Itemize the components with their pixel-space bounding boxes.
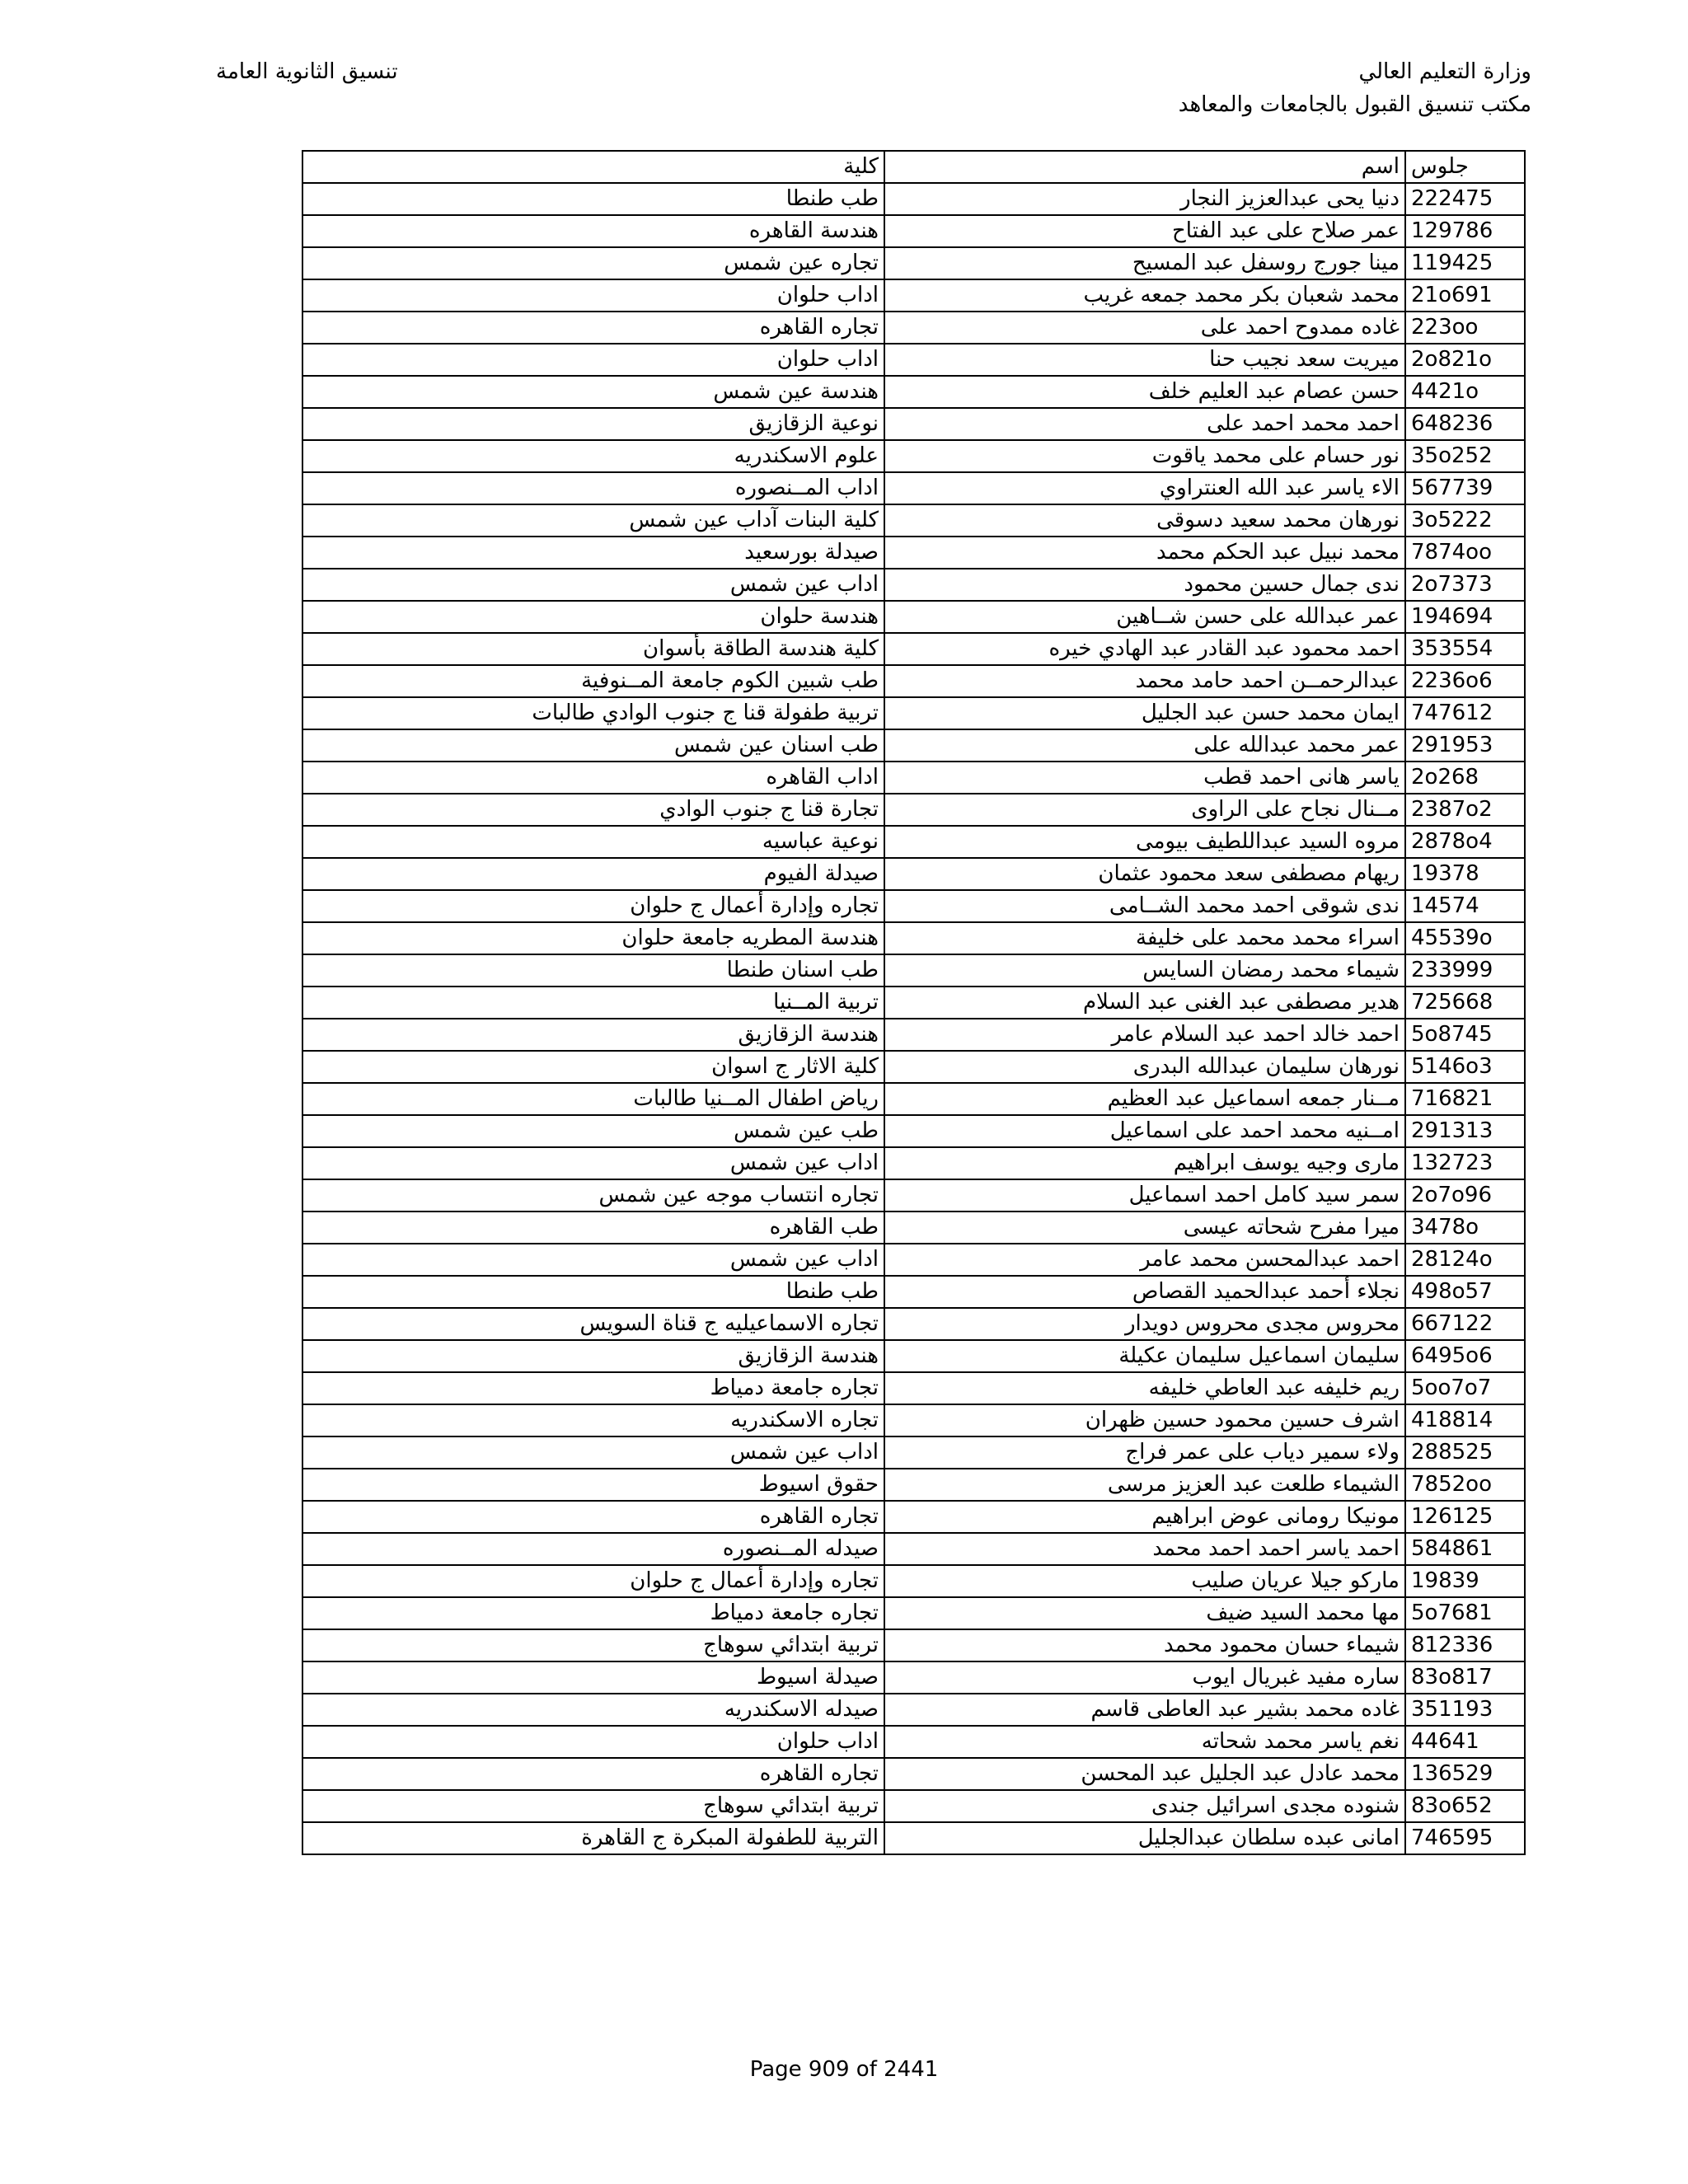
section-title: تنسيق الثانوية العامة [216, 59, 398, 84]
seat-cell: 2236o6 [1405, 665, 1525, 697]
faculty-cell: اداب المــنصوره [302, 472, 884, 504]
table-row [302, 826, 1525, 858]
table-row [302, 1694, 1525, 1726]
name-cell: غاده ممدوح احمد على [884, 312, 1405, 344]
faculty-cell: طب عين شمس [302, 1115, 884, 1147]
table-row [302, 858, 1525, 890]
faculty-cell: اداب حلوان [302, 344, 884, 376]
faculty-cell: كلية هندسة الطاقة بأسوان [302, 633, 884, 665]
table-row [302, 1212, 1525, 1244]
name-cell: مــنار جمعه اسماعيل عبد العظيم [884, 1083, 1405, 1115]
faculty-cell: صيدلة بورسعيد [302, 537, 884, 569]
faculty-cell: تجاره القاهره [302, 1501, 884, 1533]
seat-cell: 2o7373 [1405, 569, 1525, 601]
faculty-cell: تربية ابتدائي سوهاج [302, 1790, 884, 1822]
table-row [302, 569, 1525, 601]
name-cell: محمد عادل عبد الجليل عبد المحسن [884, 1758, 1405, 1790]
faculty-cell: تجاره جامعة دمياط [302, 1597, 884, 1629]
table-row [302, 376, 1525, 408]
table-row [302, 1726, 1525, 1758]
faculty-cell: اداب حلوان [302, 1726, 884, 1758]
seat-cell: 14574 [1405, 890, 1525, 922]
faculty-cell: تجاره عين شمس [302, 247, 884, 279]
name-cell: ياسر هانى احمد قطب [884, 762, 1405, 794]
faculty-cell: طب القاهره [302, 1212, 884, 1244]
table-row [302, 247, 1525, 279]
table-row [302, 1629, 1525, 1661]
seat-cell: 351193 [1405, 1694, 1525, 1726]
table-row [302, 762, 1525, 794]
faculty-cell: طب شبين الكوم جامعة المــنوفية [302, 665, 884, 697]
seat-cell: 19378 [1405, 858, 1525, 890]
seat-cell: 498o57 [1405, 1276, 1525, 1308]
seat-cell: 126125 [1405, 1501, 1525, 1533]
table-row [302, 1469, 1525, 1501]
name-cell: ماركو جيلا عريان صليب [884, 1565, 1405, 1597]
faculty-cell: هندسة المطريه جامعة حلوان [302, 922, 884, 954]
seat-cell: 2878o4 [1405, 826, 1525, 858]
name-cell: غاده محمد بشير عبد العاطى قاسم [884, 1694, 1405, 1726]
name-cell: ندى جمال حسين محمود [884, 569, 1405, 601]
column-header-name: اسم [884, 151, 1405, 183]
ministry-title: وزارة التعليم العالي [1358, 59, 1531, 84]
name-cell: امانى عبده سلطان عبدالجليل [884, 1822, 1405, 1854]
table-row [302, 1083, 1525, 1115]
name-cell: مها محمد السيد ضيف [884, 1597, 1405, 1629]
faculty-cell: اداب عين شمس [302, 1244, 884, 1276]
seat-cell: 2o7o96 [1405, 1179, 1525, 1212]
table-row [302, 1372, 1525, 1404]
table-row [302, 344, 1525, 376]
name-cell: امــنيه محمد احمد على اسماعيل [884, 1115, 1405, 1147]
name-cell: سمر سيد كامل احمد اسماعيل [884, 1179, 1405, 1212]
faculty-cell: طب اسنان عين شمس [302, 729, 884, 762]
seat-cell: 28124o [1405, 1244, 1525, 1276]
table-row [302, 954, 1525, 987]
seat-cell: 119425 [1405, 247, 1525, 279]
name-cell: شيماء محمد رمضان السايس [884, 954, 1405, 987]
name-cell: نغم ياسر محمد شحاته [884, 1726, 1405, 1758]
faculty-cell: اداب القاهره [302, 762, 884, 794]
faculty-cell: تربية ابتدائي سوهاج [302, 1629, 884, 1661]
table-row [302, 633, 1525, 665]
seat-cell: 21o691 [1405, 279, 1525, 312]
seat-cell: 353554 [1405, 633, 1525, 665]
faculty-cell: تربية المــنيا [302, 987, 884, 1019]
name-cell: مروه السيد عبداللطيف بيومى [884, 826, 1405, 858]
seat-cell: 716821 [1405, 1083, 1525, 1115]
name-cell: مارى وجيه يوسف ابراهيم [884, 1147, 1405, 1179]
faculty-cell: صيدلة الفيوم [302, 858, 884, 890]
table-row [302, 1436, 1525, 1469]
faculty-cell: هندسة الزقازيق [302, 1019, 884, 1051]
name-cell: ساره مفيد غبريال ايوب [884, 1661, 1405, 1694]
table-row [302, 601, 1525, 633]
table-row [302, 890, 1525, 922]
faculty-cell: كلية البنات آداب عين شمس [302, 504, 884, 537]
seat-cell: 288525 [1405, 1436, 1525, 1469]
seat-cell: 7852oo [1405, 1469, 1525, 1501]
name-cell: مــنال نجاح على الراوى [884, 794, 1405, 826]
seat-cell: 3o5222 [1405, 504, 1525, 537]
faculty-cell: صيدله المــنصوره [302, 1533, 884, 1565]
name-cell: مونيكا رومانى عوض ابراهيم [884, 1501, 1405, 1533]
faculty-cell: تجاره انتساب موجه عين شمس [302, 1179, 884, 1212]
faculty-cell: طب اسنان طنطا [302, 954, 884, 987]
seat-cell: 222475 [1405, 183, 1525, 215]
table-row [302, 794, 1525, 826]
faculty-cell: طب طنطا [302, 1276, 884, 1308]
table-row [302, 279, 1525, 312]
table-row [302, 440, 1525, 472]
name-cell: محروس مجدى محروس دويدار [884, 1308, 1405, 1340]
name-cell: ميريت سعد نجيب حنا [884, 344, 1405, 376]
name-cell: الشيماء طلعت عبد العزيز مرسى [884, 1469, 1405, 1501]
table-row [302, 1308, 1525, 1340]
seat-cell: 132723 [1405, 1147, 1525, 1179]
name-cell: احمد محمود عبد القادر عبد الهادي خيره [884, 633, 1405, 665]
faculty-cell: كلية الاثار ج اسوان [302, 1051, 884, 1083]
table-row [302, 1790, 1525, 1822]
faculty-cell: صيدله الاسكندريه [302, 1694, 884, 1726]
table-row [302, 1244, 1525, 1276]
seat-cell: 2387o2 [1405, 794, 1525, 826]
office-title: مكتب تنسيق القبول بالجامعات والمعاهد [1178, 92, 1531, 117]
table-row [302, 1179, 1525, 1212]
name-cell: ولاء سمير دياب على عمر فراج [884, 1436, 1405, 1469]
faculty-cell: اداب عين شمس [302, 1147, 884, 1179]
table-row [302, 729, 1525, 762]
seat-cell: 291313 [1405, 1115, 1525, 1147]
faculty-cell: تجاره الاسماعيليه ج قناة السويس [302, 1308, 884, 1340]
table-row [302, 472, 1525, 504]
table-row [302, 1758, 1525, 1790]
column-header-faculty: كلية [302, 151, 884, 183]
table-row [302, 1501, 1525, 1533]
name-cell: ريهام مصطفى سعد محمود عثمان [884, 858, 1405, 890]
seat-cell: 83o817 [1405, 1661, 1525, 1694]
table-row [302, 697, 1525, 729]
seat-cell: 194694 [1405, 601, 1525, 633]
name-cell: احمد عبدالمحسن محمد عامر [884, 1244, 1405, 1276]
faculty-cell: حقوق اسيوط [302, 1469, 884, 1501]
name-cell: اشرف حسين محمود حسين ظهران [884, 1404, 1405, 1436]
table-row [302, 665, 1525, 697]
table-row [302, 504, 1525, 537]
faculty-cell: تجاره القاهره [302, 1758, 884, 1790]
table-row [302, 1565, 1525, 1597]
table-header-row [302, 151, 1525, 183]
name-cell: شيماء حسان محمود محمد [884, 1629, 1405, 1661]
seat-cell: 35o252 [1405, 440, 1525, 472]
table-row [302, 215, 1525, 247]
name-cell: دنيا يحى عبدالعزيز النجار [884, 183, 1405, 215]
name-cell: نور حسام على محمد ياقوت [884, 440, 1405, 472]
table-row [302, 312, 1525, 344]
name-cell: احمد ياسر احمد احمد محمد [884, 1533, 1405, 1565]
table-row [302, 1019, 1525, 1051]
name-cell: عمر صلاح على عبد الفتاح [884, 215, 1405, 247]
name-cell: احمد خالد احمد عبد السلام عامر [884, 1019, 1405, 1051]
seat-cell: 567739 [1405, 472, 1525, 504]
seat-cell: 3478o [1405, 1212, 1525, 1244]
seat-cell: 5146o3 [1405, 1051, 1525, 1083]
faculty-cell: تجاره وإدارة أعمال ج حلوان [302, 890, 884, 922]
name-cell: عمر عبدالله على حسن شــاهين [884, 601, 1405, 633]
seat-cell: 5o8745 [1405, 1019, 1525, 1051]
seat-cell: 418814 [1405, 1404, 1525, 1436]
name-cell: ميرا مفرح شحاته عيسى [884, 1212, 1405, 1244]
faculty-cell: تجارة قنا ج جنوب الوادي [302, 794, 884, 826]
faculty-cell: هندسة القاهره [302, 215, 884, 247]
name-cell: هدير مصطفى عبد الغنى عبد السلام [884, 987, 1405, 1019]
seat-cell: 584861 [1405, 1533, 1525, 1565]
table-row [302, 1822, 1525, 1854]
name-cell: نورهان سليمان عبدالله البدرى [884, 1051, 1405, 1083]
name-cell: حسن عصام عبد العليم خلف [884, 376, 1405, 408]
name-cell: عمر محمد عبدالله على [884, 729, 1405, 762]
faculty-cell: هندسة حلوان [302, 601, 884, 633]
page-number: Page 909 of 2441 [749, 2057, 939, 2082]
name-cell: نورهان محمد سعيد دسوقى [884, 504, 1405, 537]
name-cell: ريم خليفه عبد العاطي خليفه [884, 1372, 1405, 1404]
seat-cell: 233999 [1405, 954, 1525, 987]
name-cell: عبدالرحمــن احمد حامد محمد [884, 665, 1405, 697]
table-row [302, 1533, 1525, 1565]
name-cell: محمد شعبان بكر محمد جمعه غريب [884, 279, 1405, 312]
faculty-cell: تربية طفولة قنا ج جنوب الوادي طالبات [302, 697, 884, 729]
faculty-cell: علوم الاسكندريه [302, 440, 884, 472]
faculty-cell: هندسة عين شمس [302, 376, 884, 408]
name-cell: سليمان اسماعيل سليمان عكيلة [884, 1340, 1405, 1372]
seat-cell: 223oo [1405, 312, 1525, 344]
name-cell: ندى شوقى احمد محمد الشــامى [884, 890, 1405, 922]
seat-cell: 19839 [1405, 1565, 1525, 1597]
column-header-seat: جلوس [1405, 151, 1525, 183]
faculty-cell: رياض اطفال المــنيا طالبات [302, 1083, 884, 1115]
name-cell: الاء ياسر عبد الله العنتراوي [884, 472, 1405, 504]
seat-cell: 4421o [1405, 376, 1525, 408]
faculty-cell: تجاره الاسكندريه [302, 1404, 884, 1436]
table-row [302, 183, 1525, 215]
faculty-cell: نوعية عباسيه [302, 826, 884, 858]
faculty-cell: اداب عين شمس [302, 569, 884, 601]
faculty-cell: هندسة الزقازيق [302, 1340, 884, 1372]
table-row [302, 922, 1525, 954]
seat-cell: 7874oo [1405, 537, 1525, 569]
seat-cell: 725668 [1405, 987, 1525, 1019]
table-row [302, 1404, 1525, 1436]
seat-cell: 6495o6 [1405, 1340, 1525, 1372]
table-row [302, 1340, 1525, 1372]
table-row [302, 1661, 1525, 1694]
faculty-cell: اداب حلوان [302, 279, 884, 312]
name-cell: احمد محمد احمد على [884, 408, 1405, 440]
seat-cell: 812336 [1405, 1629, 1525, 1661]
seat-cell: 2o268 [1405, 762, 1525, 794]
seat-cell: 648236 [1405, 408, 1525, 440]
name-cell: محمد نبيل عبد الحكم محمد [884, 537, 1405, 569]
seat-cell: 746595 [1405, 1822, 1525, 1854]
table-row [302, 1597, 1525, 1629]
faculty-cell: تجاره القاهره [302, 312, 884, 344]
table-row [302, 1147, 1525, 1179]
seat-cell: 667122 [1405, 1308, 1525, 1340]
name-cell: شنوده مجدى اسرائيل جندى [884, 1790, 1405, 1822]
seat-cell: 136529 [1405, 1758, 1525, 1790]
table-row [302, 537, 1525, 569]
name-cell: ايمان محمد حسن عبد الجليل [884, 697, 1405, 729]
seat-cell: 83o652 [1405, 1790, 1525, 1822]
table-row [302, 1276, 1525, 1308]
table-row [302, 987, 1525, 1019]
faculty-cell: نوعية الزقازيق [302, 408, 884, 440]
faculty-cell: تجاره وإدارة أعمال ج حلوان [302, 1565, 884, 1597]
seat-cell: 5oo7o7 [1405, 1372, 1525, 1404]
faculty-cell: صيدلة اسيوط [302, 1661, 884, 1694]
table-row [302, 408, 1525, 440]
name-cell: اسراء محمد محمد على خليفة [884, 922, 1405, 954]
table-row [302, 1051, 1525, 1083]
table-row [302, 1115, 1525, 1147]
faculty-cell: تجاره جامعة دمياط [302, 1372, 884, 1404]
seat-cell: 291953 [1405, 729, 1525, 762]
seat-cell: 5o7681 [1405, 1597, 1525, 1629]
faculty-cell: التربية للطفولة المبكرة ج القاهرة [302, 1822, 884, 1854]
seat-cell: 129786 [1405, 215, 1525, 247]
seat-cell: 747612 [1405, 697, 1525, 729]
name-cell: نجلاء أحمد عبدالحميد القصاص [884, 1276, 1405, 1308]
admissions-table [302, 150, 1526, 1855]
name-cell: مينا جورج روسفل عبد المسيح [884, 247, 1405, 279]
faculty-cell: اداب عين شمس [302, 1436, 884, 1469]
seat-cell: 45539o [1405, 922, 1525, 954]
seat-cell: 44641 [1405, 1726, 1525, 1758]
faculty-cell: طب طنطا [302, 183, 884, 215]
seat-cell: 2o821o [1405, 344, 1525, 376]
